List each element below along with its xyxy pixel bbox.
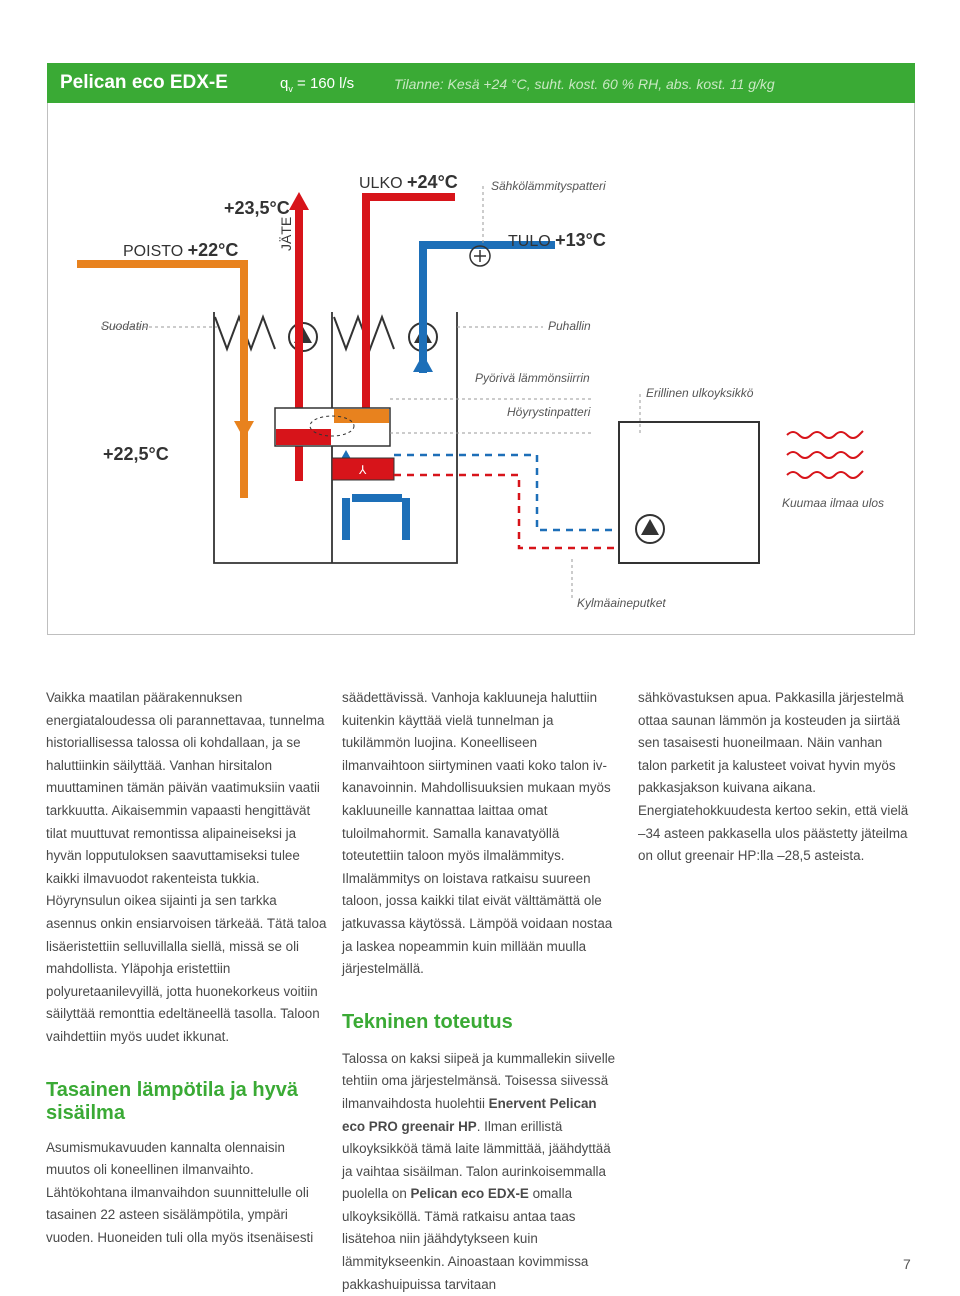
col1-paragraph-1: Vaikka maatilan päärakennuksen energiataloudessa oli parannettavaa, tunnelma historiallisessa talossa oli kohdallaan, ja se haluttiinkin säilyttää. Vanhan hirsitalon muuttaminen tämän päivän vaatimuksiin vaatii tarkkuutta. Aikaisemmin vapaasti hengittävät tilat muuttuvat remontissa alipaineiseksi ja hyvän lopputuloksen saavuttamiseksi tulee kaikki ilmavuodot rakenteista tukkia. Höyrynsulun oikea sijainti ja sen tarkka asennus onkin ensiarvoisen tärkeää. Tätä taloa lisäeristettiin selluvillalla siellä, missä se oli mahdollista. Yläpohja eristettiin polyuretaanilevyillä, jotta huonekorkeus voitiin säilyttää remonttia edeltäneellä tasolla. Taloon vaihdettiin myös uudet ikkunat. (46, 690, 327, 1044)
pipes-label: Kylmäaineputket (577, 596, 666, 610)
col1-heading: Tasainen lämpötila ja hyvä sisäilma (46, 1078, 298, 1124)
outdoor-unit (619, 422, 759, 563)
ulko-duct (366, 197, 455, 436)
column-1 (46, 687, 328, 1249)
evaporator-coil (332, 458, 394, 480)
col2-paragraph-1: säädettävissä. Vanhoja kakluuneja haluttiin kuitenkin käyttää vielä tunnelman ja tukilämmön luojina. Koneelliseen ilmanvaihtoon siirtyminen vaati koko talon iv-kanavoinnin. Mahdollisuuksien mukaan myös kakluuneille kannattaa laittaa omat tuloilmahormit. Samalla kanavatyöllä toteutettiin taloon myös ilmalämmitys. Ilmalämmitys on loistava ratkaisu suureen taloon, jossa kaikki tilat eivät välttämättä ole jatkuvassa käytössä. Lämpöä voidaan nostaa ja laskea nopeammin kuin millään muulla järjestelmällä. (342, 690, 613, 977)
filter-label: Suodatin (101, 319, 149, 333)
rotary-heat-exchanger (275, 408, 390, 446)
poisto-label: POISTO +22°C (123, 240, 239, 260)
hot-air-icon (787, 431, 863, 478)
outdoor-unit-label: Erillinen ulkoyksikkö (646, 386, 754, 400)
evaporator-label: Höyrystinpatteri (507, 405, 591, 419)
column-3 (638, 687, 910, 868)
hot-air-label: Kuumaa ilmaa ulos (782, 496, 885, 510)
header-banner (47, 63, 915, 103)
jate-temp-label: +23,5°C (224, 198, 290, 218)
refrigerant-pipe-red (394, 475, 647, 548)
fan-label: Puhallin (548, 319, 591, 333)
tulo-duct (423, 245, 555, 373)
jate-label: JÄTE (278, 216, 294, 251)
col1-paragraph-2: Asumismukavuuden kannalta olennaisin muutos oli koneellinen ilmanvaihto. Lähtökohtana ilmanvaihdon suunnittelulle oli tasainen 22 asteen sisälämpötila, ympäri vuoden. Huoneiden tuli olla myös itsenäisesti (46, 1139, 314, 1245)
svg-text:⅄: ⅄ (359, 463, 367, 477)
col2-heading: Tekninen toteutus (342, 1010, 513, 1033)
refrigerant-pipe-blue (394, 455, 647, 530)
airflow-value: $q_v = 160$ l/s (280, 75, 355, 94)
col2-paragraph-2: Talossa on kaksi siipeä ja kummallekin siivelle tehtiin oma järjestelmänsä. Toisessa siivessä ilmanvaihdosta huolehtii Enervent Pelican eco PRO greenair HP. Ilman erillistä ulkoyksikköä tämä laite lämmittää, jäähdyttää ja vaihtaa sisäilman. Talon aurinkoisemmalla puolella on Pelican eco EDX-E omalla ulkoyksiköllä. Tämä ratkaisu antaa taas lisätehoa niin jäähdytykseen kuin lämmitykseenkin. Ainoastaan kovimmissa pakkashuipuissa tarvitaan (342, 1050, 616, 1292)
tulo-label: TULO +13°C (508, 230, 606, 250)
column-2 (342, 687, 622, 1296)
ventilation-diagram (47, 103, 913, 635)
situation-text: Tilanne: Kesä +24 °C, suht. kost. 60 % RH, abs. kost. 11 g/kg (394, 76, 775, 92)
page-number: 7 (903, 1256, 911, 1272)
supply-duct-lower (346, 498, 406, 540)
wheel-label: Pyörivä lämmönsiirrin (475, 371, 590, 385)
mid-temp-label: +22,5°C (103, 444, 169, 464)
product-title: Pelican eco EDX-E (60, 72, 228, 93)
heater-label: Sähkölämmityspatteri (491, 179, 606, 193)
ulko-label: ULKO +24°C (359, 172, 458, 192)
col3-paragraph-1: sähkövastuksen apua. Pakkasilla järjestelmä ottaa saunan lämmön ja kosteuden ja siirtää sen tasaisesti huoneilmaan. Näin vanhan talon parketit ja kalusteet voivat hyvin myös pakkasjakson kuivana aikana. Energiatehokkuudesta kertoo sekin, että vielä –34 asteen pakkasella ulos päästetty jäteilma on ollut greenair HP:lla –28,5 asteista. (638, 690, 909, 864)
